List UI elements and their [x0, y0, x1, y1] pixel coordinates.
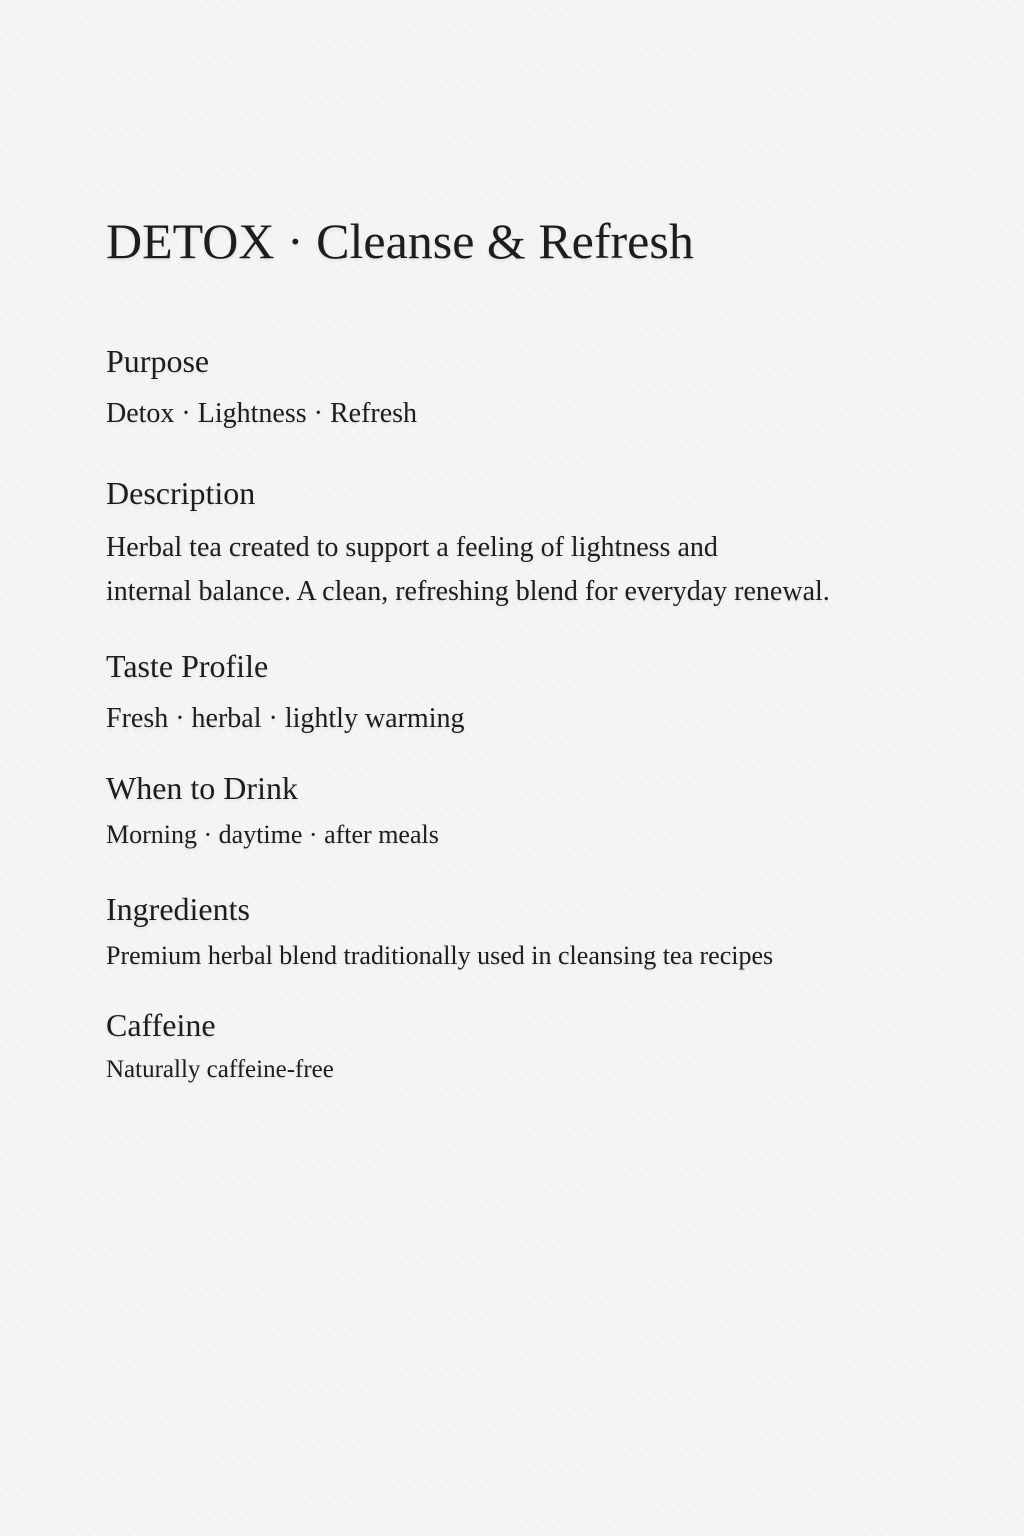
taste-profile-text: Fresh · herbal · lightly warming: [106, 703, 465, 734]
description-text: [106, 526, 1006, 614]
description-line-2: internal balance. A clean, refreshing blend for everyday renewal.: [106, 576, 830, 607]
section-ingredients: [106, 890, 1006, 978]
description-line-1: Herbal tea created to support a feeling of lightness and: [106, 532, 718, 563]
section-caffeine: [106, 1006, 1006, 1092]
section-description: [106, 474, 1006, 614]
purpose-text: Detox · Lightness · Refresh: [106, 398, 418, 429]
page-title: DETOX · Cleanse & Refresh: [106, 213, 694, 269]
section-taste-profile: [106, 647, 1006, 741]
section-purpose: [106, 342, 1006, 436]
section-heading-purpose: Purpose: [106, 343, 210, 379]
caffeine-text: Naturally caffeine-free: [106, 1056, 334, 1083]
section-heading-description: Description: [106, 475, 256, 511]
when-to-drink-text: Morning · daytime · after meals: [106, 820, 439, 849]
ingredients-text: Premium herbal blend traditionally used in cleansing tea recipes: [106, 941, 774, 970]
section-heading-caffeine: Caffeine: [106, 1007, 216, 1043]
section-when-to-drink: [106, 769, 1006, 857]
section-heading-when-to-drink: When to Drink: [106, 770, 298, 806]
section-heading-ingredients: Ingredients: [106, 891, 250, 927]
section-heading-taste-profile: Taste Profile: [106, 648, 269, 684]
